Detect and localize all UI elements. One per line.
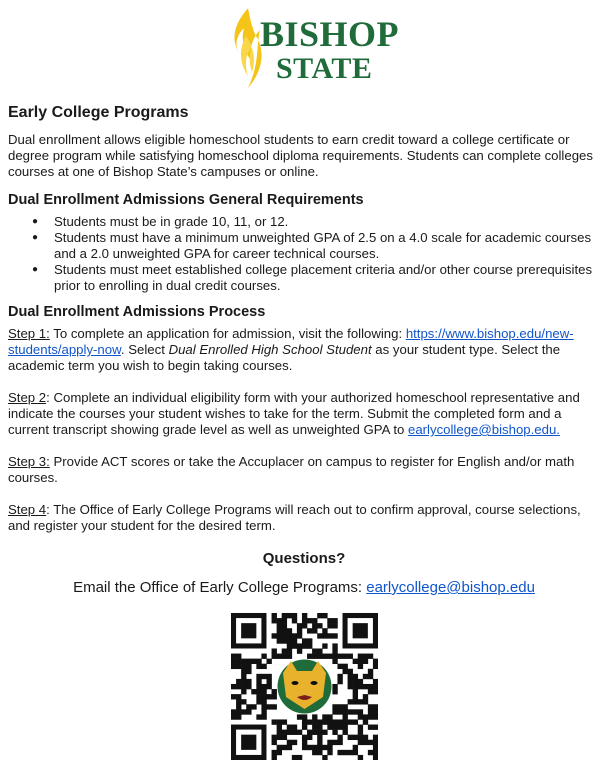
questions-email-link[interactable]: earlycollege@bishop.edu: [366, 579, 535, 596]
requirement-item: ● Students must meet established college placement criteria and/or other course prerequisites prior to enrolling in dual credit courses.: [54, 262, 600, 294]
apply-now-link[interactable]: https://www.bishop.edu/new-students/apply-now: [8, 326, 574, 357]
requirements-heading: Dual Enrollment Admissions General Requirements: [8, 192, 364, 208]
step-2-text-a: : Complete an individual eligibility form with your authorized homeschool representative and indicate the courses your student wishes to take for the term. Submit the completed form and a current transcript showing grade level as well as unweighted GPA to: [8, 390, 580, 437]
step-1: [8, 326, 600, 374]
qr-code-graphic: [231, 613, 378, 760]
step-1-label: Step 1:: [8, 326, 50, 341]
step-1-emphasis: Dual Enrolled High School Student: [168, 342, 372, 357]
requirement-item: ● Students must be in grade 10, 11, or 12.: [54, 214, 600, 230]
intro-paragraph: Dual enrollment allows eligible homeschool students to earn credit toward a college certificate or degree program while satisfying homeschool diploma requirements. Students can complete colleges courses at one of Bishop State’s campuses or online.: [8, 132, 593, 179]
step-1-text-c: as your student type. Select the academic term you wish to begin taking courses.: [8, 342, 561, 373]
bobcat-qr-code-icon[interactable]: [231, 613, 378, 760]
logo-text-state: STATE: [276, 52, 373, 85]
page-title: Early College Programs: [8, 104, 189, 121]
main-content: [8, 104, 600, 596]
bobcat-mascot-icon: [278, 660, 332, 714]
logo-text-bishop: BISHOP: [260, 14, 400, 54]
requirement-item: ● Students must have a minimum unweighted GPA of 2.5 on a 4.0 scale for academic courses and a 2.0 unweighted GPA for career technical courses.: [54, 230, 600, 262]
process-heading: Dual Enrollment Admissions Process: [8, 304, 266, 320]
requirements-list: [8, 214, 600, 294]
step-3: [8, 454, 600, 486]
step-2-label: Step 2: [8, 390, 47, 405]
step-1-text-a: To complete an application for admission, visit the following:: [49, 326, 406, 341]
step-1-text-b: . Select: [120, 342, 169, 357]
step-4-label: Step 4: [8, 502, 47, 517]
step-3-label: Step 3:: [8, 454, 50, 469]
step-2: [8, 390, 600, 438]
questions-email-line: [8, 579, 600, 596]
bishop-state-logo: [226, 6, 400, 90]
step-4-text-a: : The Office of Early College Programs will reach out to confirm approval, course selections, and register your student for the desired term.: [8, 502, 581, 533]
questions-email-prefix: Email the Office of Early College Programs:: [73, 579, 367, 596]
early-college-email-link[interactable]: earlycollege@bishop.edu.: [407, 422, 560, 437]
step-4: [8, 502, 600, 534]
step-3-text-a: Provide ACT scores or take the Accuplacer on campus to register for English and/or math courses.: [8, 454, 575, 485]
questions-heading: Questions?: [262, 550, 346, 567]
